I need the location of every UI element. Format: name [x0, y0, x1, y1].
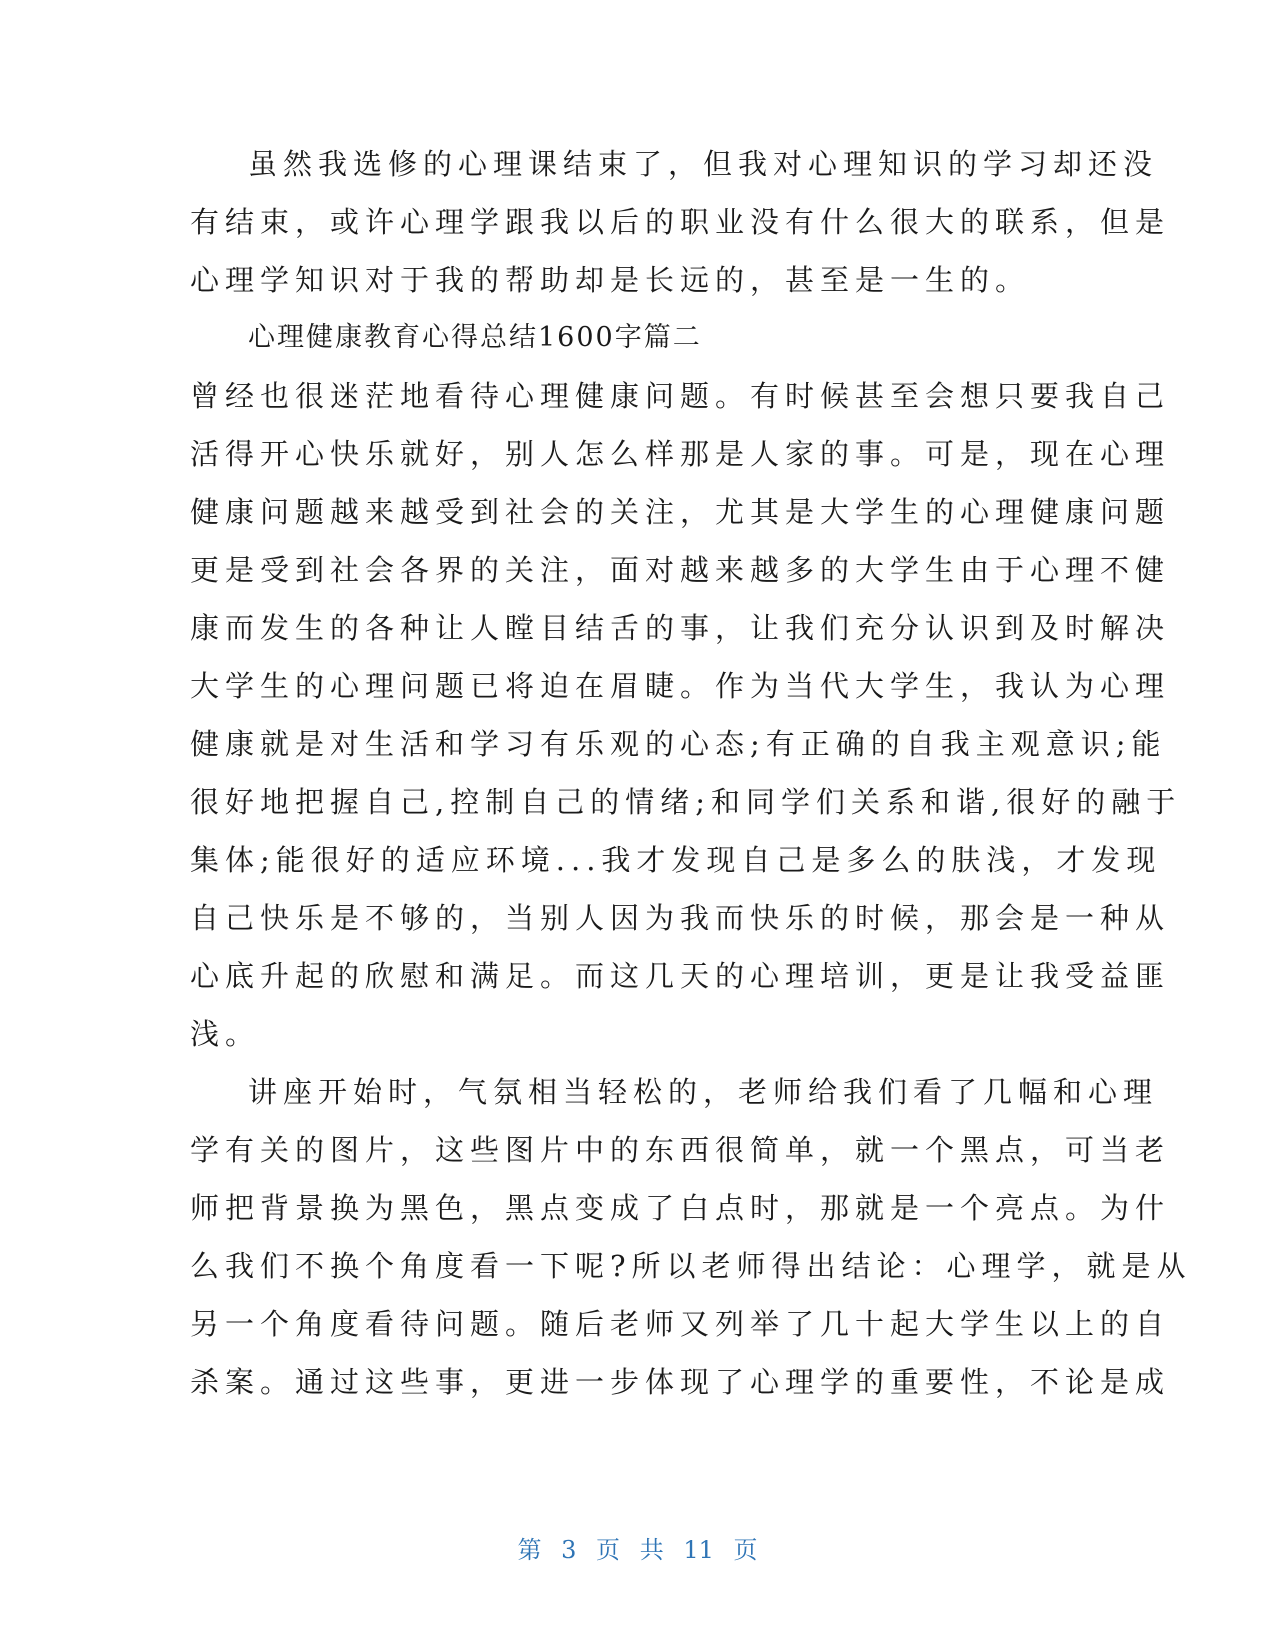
paragraph-2-line-3: 健康问题越来越受到社会的关注，尤其是大学生的心理健康问题: [190, 495, 1171, 529]
paragraph-1-line-2: 有结束，或许心理学跟我以后的职业没有什么很大的联系，但是: [190, 205, 1171, 239]
page-footer: [0, 1534, 1275, 1566]
footer-label-ye: 页: [596, 1536, 621, 1564]
paragraph-3-line-1: 讲座开始时，气氛相当轻松的，老师给我们看了几幅和心理: [248, 1075, 1159, 1109]
paragraph-3-line-2: 学有关的图片，这些图片中的东西很简单，就一个黑点，可当老: [190, 1133, 1171, 1167]
paragraph-3-line-4: 么我们不换个角度看一下呢?所以老师得出结论：心理学，就是从: [190, 1249, 1192, 1283]
paragraph-2-line-7: 健康就是对生活和学习有乐观的心态;有正确的自我主观意识;能: [190, 727, 1167, 761]
paragraph-2-line-10: 自己快乐是不够的，当别人因为我而快乐的时候，那会是一种从: [190, 901, 1171, 935]
section-heading: 心理健康教育心得总结1600字篇二: [248, 322, 702, 353]
paragraph-2-line-12: 浅。: [190, 1017, 261, 1051]
paragraph-2-line-8: 很好地把握自己,控制自己的情绪;和同学们关系和谐,很好的融于: [190, 785, 1182, 819]
paragraph-3-line-5: 另一个角度看待问题。随后老师又列举了几十起大学生以上的自: [190, 1307, 1171, 1341]
paragraph-2-line-5: 康而发生的各种让人瞠目结舌的事，让我们充分认识到及时解决: [190, 611, 1171, 645]
footer-current-page: 3: [561, 1536, 577, 1564]
paragraph-2-line-2: 活得开心快乐就好，别人怎么样那是人家的事。可是，现在心理: [190, 437, 1171, 471]
footer-total-pages: 11: [683, 1536, 714, 1564]
paragraph-1-line-3: 心理学知识对于我的帮助却是长远的，甚至是一生的。: [190, 263, 1031, 297]
footer-label-ye-2: 页: [733, 1536, 758, 1564]
paragraph-2-line-1: 曾经也很迷茫地看待心理健康问题。有时候甚至会想只要我自己: [190, 379, 1171, 413]
paragraph-2-line-6: 大学生的心理问题已将迫在眉睫。作为当代大学生，我认为心理: [190, 669, 1171, 703]
footer-label-di: 第: [517, 1536, 542, 1564]
footer-label-gong: 共: [639, 1536, 664, 1564]
paragraph-2-line-9: 集体;能很好的适应环境...我才发现自己是多么的肤浅，才发现: [190, 843, 1162, 877]
paragraph-3-line-3: 师把背景换为黑色，黑点变成了白点时，那就是一个亮点。为什: [190, 1191, 1171, 1225]
paragraph-1-line-1: 虽然我选修的心理课结束了，但我对心理知识的学习却还没: [248, 147, 1159, 181]
paragraph-3-line-6: 杀案。通过这些事，更进一步体现了心理学的重要性，不论是成: [190, 1365, 1171, 1399]
paragraph-2-line-4: 更是受到社会各界的关注，面对越来越多的大学生由于心理不健: [190, 553, 1171, 587]
paragraph-2-line-11: 心底升起的欣慰和满足。而这几天的心理培训，更是让我受益匪: [190, 959, 1171, 993]
